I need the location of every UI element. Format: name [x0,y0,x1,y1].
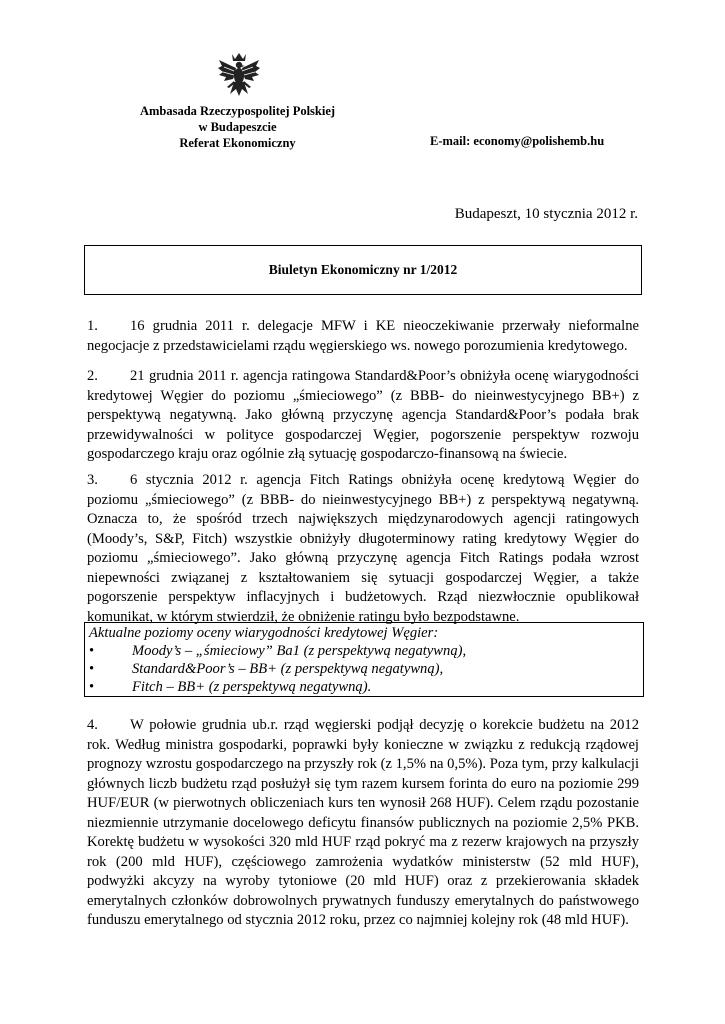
dateline: Budapeszt, 10 stycznia 2012 r. [454,206,638,222]
contact-email: E-mail: economy@polishemb.hu [430,134,605,148]
ratings-heading: Aktualne poziomy oceny wiarygodności kredytowej Węgier: [89,625,439,641]
paragraph-4 [87,716,639,931]
ratings-box [84,622,644,697]
institution-block [90,103,385,151]
bullet-icon: • [89,643,95,659]
paragraph-text: 6 stycznia 2012 r. agencja Fitch Ratings obniżyła ocenę kredytową Węgier do poziomu „śmieciowego” (z BBB- do nieinwestycyjnego BB+) z perspektywą negatywną. Oznacza to, że spośród trzech największych międzynarodowych agencji ratingowych (Moody’s, S&P, Fitch) wszystkie obniżyły długoterminowy rating kredytowy Węgier do poziomu „śmieciowego”. Jako główną przyczynę agencja Fitch Ratings podała wzrost niepewności związanej z kształtowaniem się sytuacji gospodarczej Węgier, a także pogorszenie perspektyw inflacyjnych i budżetowych. Rząd niezwłocznie opublikował komunikat, w którym stwierdził, że obniżenie ratingu było bezpodstawne. [87,472,639,625]
rating-text: Fitch – BB+ (z perspektywą negatywną). [132,679,372,695]
paragraph-text: 16 grudnia 2011 r. delegacje MFW i KE nieoczekiwanie przerwały nieformalne negocjacje z przedstawicielami rządu węgierskiego ws. nowego porozumienia kredytowego. [87,318,639,354]
rating-item-moodys [89,642,639,660]
paragraph-2 [87,367,639,465]
institution-name: Ambasada Rzeczypospolitej Polskiej [139,104,336,118]
paragraph-text: W połowie grudnia ub.r. rząd węgierski podjął decyzję o korekcie budżetu na 2012 rok. Według ministra gospodarki, poprawki były konieczne w związku z redukcją rządowej prognozy wzrostu gospodarczego na przyszły rok (z 1,5% na 0,5%). Poza tym, przy kalkulacji głównych liczb budżetu rząd posłużył się tym razem kursem forinta do euro na poziomie 299 HUF/EUR (w pierwotnych obliczeniach kurs ten wynosił 268 HUF). Celem rządu pozostanie niezmiennie utrzymanie docelowego deficytu finansów publicznych na poziomie 2,5% PKB. Korektę budżetu w wysokości 320 mld HUF rząd pokryć ma z rezerw krajowych na przyszły rok (200 mld HUF), częściowego zamrożenia wydatków ministerstw (52 mld HUF), podwyżki akcyzy na wyroby tytoniowe (20 mld HUF) oraz z przekierowania składek emerytalnych członków dobrowolnych prywatnych funduszy emerytalnych do państwowego funduszu emerytalnego od stycznia 2012 roku, przez co najmniej kolejny rok (48 mld HUF). [87,717,639,928]
paragraph-3 [87,471,639,627]
paragraph-number: 4. [87,717,98,733]
rating-item-sp [89,660,639,678]
white-eagle-emblem-icon [216,50,262,98]
institution-city: w Budapeszcie [198,120,277,134]
rating-text: Moody’s – „śmieciowy” Ba1 (z perspektywą negatywną), [132,643,467,659]
bullet-icon: • [89,661,95,677]
paragraph-1 [87,317,639,356]
paragraph-number: 3. [87,472,98,488]
rating-item-fitch [89,678,639,696]
title-box [84,245,642,295]
paragraph-text: 21 grudnia 2011 r. agencja ratingowa Standard&Poor’s obniżyła ocenę wiarygodności kredytowej Węgier do poziomu „śmieciowego” (z BBB- do nieinwestycyjnego BB+) z perspektywą negatywną. Jako główną przyczynę agencja Standard&Poor’s podała brak przewidywalności w polityce gospodarczej Węgier, pogorszenie perspektyw rozwoju gospodarczego kraju oraz ogólnie złą sytuację gospodarczo-finansową na świecie. [87,368,639,462]
document-title: Biuletyn Ekonomiczny nr 1/2012 [268,262,458,277]
paragraph-number: 2. [87,368,98,384]
institution-department: Referat Ekonomiczny [179,136,296,150]
paragraph-number: 1. [87,318,98,334]
bullet-icon: • [89,679,95,695]
rating-text: Standard&Poor’s – BB+ (z perspektywą negatywną), [132,661,444,677]
